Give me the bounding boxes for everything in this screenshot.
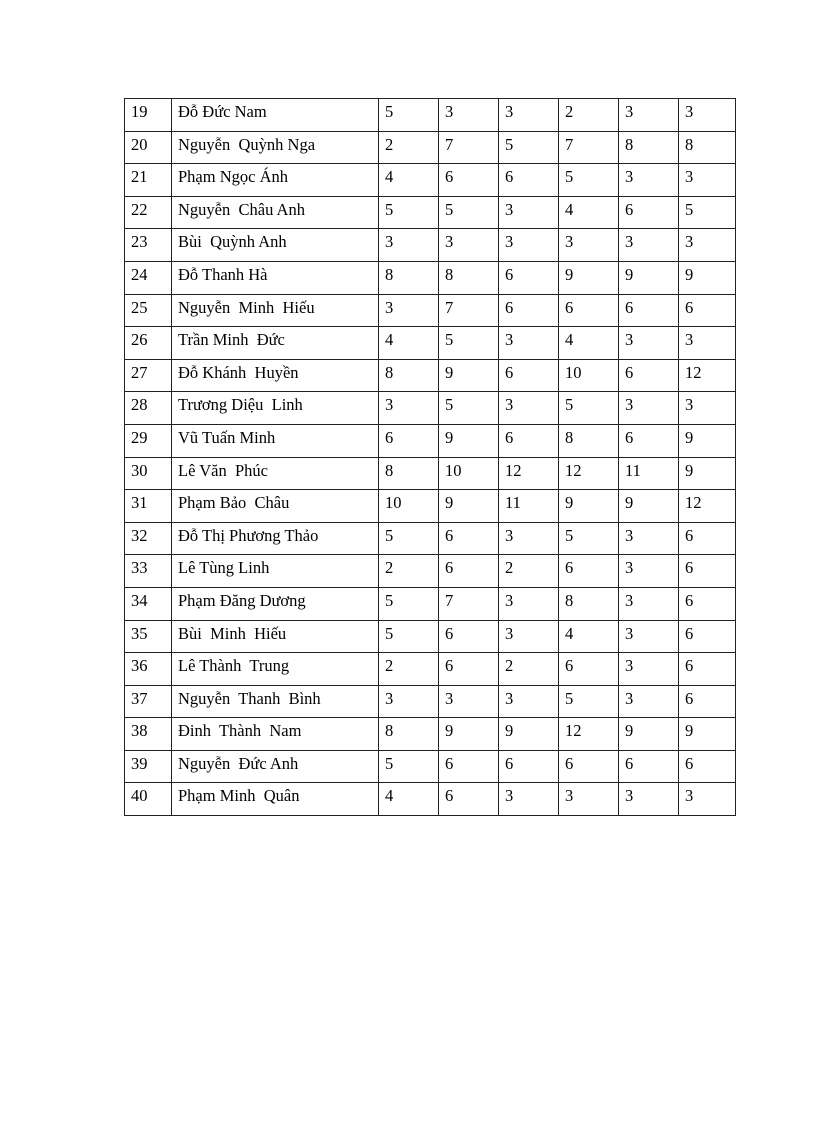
score-cell: 6 xyxy=(499,164,559,197)
score-cell: 6 xyxy=(439,620,499,653)
row-number-cell: 19 xyxy=(125,99,172,132)
row-number-cell: 36 xyxy=(125,653,172,686)
score-cell: 2 xyxy=(559,99,619,132)
score-cell: 7 xyxy=(559,131,619,164)
score-cell: 6 xyxy=(499,424,559,457)
table-row xyxy=(125,653,736,686)
score-cell: 6 xyxy=(559,294,619,327)
student-name-cell: Đỗ Đức Nam xyxy=(172,99,379,132)
row-number-cell: 24 xyxy=(125,261,172,294)
score-cell: 3 xyxy=(619,620,679,653)
score-cell: 3 xyxy=(619,555,679,588)
score-cell: 10 xyxy=(379,490,439,523)
score-table-body xyxy=(125,99,736,816)
row-number-cell: 39 xyxy=(125,750,172,783)
score-cell: 6 xyxy=(679,750,736,783)
student-name-cell: Nguyễn Quỳnh Nga xyxy=(172,131,379,164)
score-cell: 8 xyxy=(379,359,439,392)
score-cell: 9 xyxy=(619,261,679,294)
table-row xyxy=(125,620,736,653)
student-name-cell: Trần Minh Đức xyxy=(172,327,379,360)
row-number-cell: 23 xyxy=(125,229,172,262)
score-cell: 3 xyxy=(499,327,559,360)
score-cell: 12 xyxy=(679,359,736,392)
row-number-cell: 38 xyxy=(125,718,172,751)
score-cell: 2 xyxy=(379,131,439,164)
score-cell: 3 xyxy=(499,783,559,816)
table-row xyxy=(125,131,736,164)
score-cell: 3 xyxy=(559,783,619,816)
score-cell: 9 xyxy=(679,424,736,457)
score-cell: 3 xyxy=(679,164,736,197)
score-cell: 6 xyxy=(439,783,499,816)
row-number-cell: 21 xyxy=(125,164,172,197)
score-cell: 7 xyxy=(439,131,499,164)
score-cell: 6 xyxy=(679,620,736,653)
score-cell: 9 xyxy=(439,718,499,751)
score-cell: 2 xyxy=(379,653,439,686)
score-cell: 5 xyxy=(379,750,439,783)
score-cell: 9 xyxy=(559,490,619,523)
student-name-cell: Nguyễn Thanh Bình xyxy=(172,685,379,718)
score-cell: 2 xyxy=(499,653,559,686)
table-row xyxy=(125,229,736,262)
score-cell: 3 xyxy=(619,327,679,360)
score-cell: 4 xyxy=(559,196,619,229)
student-name-cell: Bùi Quỳnh Anh xyxy=(172,229,379,262)
student-name-cell: Lê Văn Phúc xyxy=(172,457,379,490)
score-cell: 3 xyxy=(619,164,679,197)
score-cell: 6 xyxy=(679,555,736,588)
score-cell: 9 xyxy=(439,424,499,457)
score-cell: 6 xyxy=(559,653,619,686)
score-cell: 6 xyxy=(499,359,559,392)
score-cell: 6 xyxy=(499,261,559,294)
score-cell: 6 xyxy=(619,294,679,327)
student-name-cell: Lê Thành Trung xyxy=(172,653,379,686)
score-cell: 5 xyxy=(379,620,439,653)
score-cell: 5 xyxy=(679,196,736,229)
score-cell: 3 xyxy=(619,229,679,262)
score-cell: 9 xyxy=(679,457,736,490)
score-cell: 9 xyxy=(439,359,499,392)
student-name-cell: Vũ Tuấn Minh xyxy=(172,424,379,457)
score-cell: 6 xyxy=(679,653,736,686)
score-cell: 3 xyxy=(619,392,679,425)
score-cell: 6 xyxy=(679,294,736,327)
score-cell: 3 xyxy=(379,294,439,327)
score-cell: 6 xyxy=(439,164,499,197)
score-cell: 9 xyxy=(619,718,679,751)
student-name-cell: Phạm Ngọc Ánh xyxy=(172,164,379,197)
score-cell: 6 xyxy=(379,424,439,457)
row-number-cell: 22 xyxy=(125,196,172,229)
row-number-cell: 37 xyxy=(125,685,172,718)
score-cell: 3 xyxy=(679,392,736,425)
row-number-cell: 25 xyxy=(125,294,172,327)
score-cell: 10 xyxy=(439,457,499,490)
score-cell: 3 xyxy=(499,392,559,425)
table-row xyxy=(125,261,736,294)
score-cell: 3 xyxy=(379,229,439,262)
score-cell: 6 xyxy=(679,685,736,718)
score-cell: 9 xyxy=(499,718,559,751)
score-cell: 6 xyxy=(619,750,679,783)
student-name-cell: Lê Tùng Linh xyxy=(172,555,379,588)
table-row xyxy=(125,457,736,490)
score-cell: 5 xyxy=(559,164,619,197)
score-cell: 3 xyxy=(379,685,439,718)
table-row xyxy=(125,555,736,588)
score-cell: 3 xyxy=(499,99,559,132)
score-cell: 6 xyxy=(679,522,736,555)
score-cell: 9 xyxy=(439,490,499,523)
score-cell: 10 xyxy=(559,359,619,392)
score-cell: 3 xyxy=(499,196,559,229)
score-cell: 3 xyxy=(619,653,679,686)
score-cell: 6 xyxy=(559,555,619,588)
student-name-cell: Phạm Minh Quân xyxy=(172,783,379,816)
table-row xyxy=(125,99,736,132)
row-number-cell: 29 xyxy=(125,424,172,457)
score-cell: 8 xyxy=(559,424,619,457)
score-cell: 6 xyxy=(619,196,679,229)
score-cell: 3 xyxy=(499,620,559,653)
row-number-cell: 32 xyxy=(125,522,172,555)
student-name-cell: Bùi Minh Hiếu xyxy=(172,620,379,653)
score-cell: 6 xyxy=(559,750,619,783)
score-cell: 8 xyxy=(679,131,736,164)
score-cell: 12 xyxy=(559,718,619,751)
score-cell: 11 xyxy=(499,490,559,523)
score-cell: 4 xyxy=(559,327,619,360)
score-cell: 6 xyxy=(499,294,559,327)
student-name-cell: Nguyễn Minh Hiếu xyxy=(172,294,379,327)
student-name-cell: Phạm Bảo Châu xyxy=(172,490,379,523)
score-cell: 3 xyxy=(499,685,559,718)
score-cell: 3 xyxy=(679,783,736,816)
score-cell: 5 xyxy=(439,196,499,229)
table-row xyxy=(125,327,736,360)
score-cell: 3 xyxy=(439,99,499,132)
row-number-cell: 20 xyxy=(125,131,172,164)
score-cell: 3 xyxy=(439,229,499,262)
score-cell: 3 xyxy=(619,99,679,132)
score-cell: 6 xyxy=(499,750,559,783)
score-cell: 3 xyxy=(619,783,679,816)
score-table xyxy=(124,98,736,816)
student-name-cell: Đỗ Thị Phương Thảo xyxy=(172,522,379,555)
score-cell: 8 xyxy=(379,261,439,294)
score-cell: 3 xyxy=(439,685,499,718)
row-number-cell: 27 xyxy=(125,359,172,392)
score-cell: 6 xyxy=(439,555,499,588)
score-cell: 9 xyxy=(619,490,679,523)
score-cell: 7 xyxy=(439,587,499,620)
score-cell: 6 xyxy=(439,653,499,686)
score-cell: 3 xyxy=(619,587,679,620)
score-cell: 3 xyxy=(619,685,679,718)
score-cell: 5 xyxy=(379,587,439,620)
table-row xyxy=(125,164,736,197)
score-cell: 6 xyxy=(439,750,499,783)
score-cell: 3 xyxy=(379,392,439,425)
student-name-cell: Trương Diệu Linh xyxy=(172,392,379,425)
table-row xyxy=(125,196,736,229)
score-cell: 3 xyxy=(499,229,559,262)
row-number-cell: 34 xyxy=(125,587,172,620)
student-name-cell: Đinh Thành Nam xyxy=(172,718,379,751)
table-row xyxy=(125,685,736,718)
table-row xyxy=(125,522,736,555)
score-cell: 3 xyxy=(619,522,679,555)
row-number-cell: 33 xyxy=(125,555,172,588)
score-cell: 3 xyxy=(679,327,736,360)
table-row xyxy=(125,392,736,425)
row-number-cell: 26 xyxy=(125,327,172,360)
score-cell: 7 xyxy=(439,294,499,327)
table-row xyxy=(125,750,736,783)
score-cell: 9 xyxy=(559,261,619,294)
row-number-cell: 31 xyxy=(125,490,172,523)
score-cell: 8 xyxy=(619,131,679,164)
score-cell: 4 xyxy=(379,783,439,816)
score-cell: 4 xyxy=(379,164,439,197)
score-cell: 8 xyxy=(559,587,619,620)
row-number-cell: 35 xyxy=(125,620,172,653)
row-number-cell: 28 xyxy=(125,392,172,425)
table-row xyxy=(125,359,736,392)
score-cell: 4 xyxy=(559,620,619,653)
score-cell: 9 xyxy=(679,261,736,294)
student-name-cell: Đỗ Thanh Hà xyxy=(172,261,379,294)
table-row xyxy=(125,718,736,751)
score-cell: 9 xyxy=(679,718,736,751)
score-cell: 2 xyxy=(499,555,559,588)
table-row xyxy=(125,490,736,523)
score-cell: 6 xyxy=(619,359,679,392)
student-name-cell: Nguyễn Châu Anh xyxy=(172,196,379,229)
score-cell: 3 xyxy=(679,229,736,262)
score-cell: 2 xyxy=(379,555,439,588)
score-cell: 5 xyxy=(499,131,559,164)
score-cell: 5 xyxy=(379,99,439,132)
score-cell: 5 xyxy=(559,522,619,555)
score-cell: 6 xyxy=(679,587,736,620)
student-name-cell: Nguyễn Đức Anh xyxy=(172,750,379,783)
table-row xyxy=(125,294,736,327)
score-cell: 8 xyxy=(379,718,439,751)
row-number-cell: 40 xyxy=(125,783,172,816)
score-cell: 5 xyxy=(379,522,439,555)
score-cell: 3 xyxy=(679,99,736,132)
score-cell: 6 xyxy=(439,522,499,555)
score-cell: 5 xyxy=(559,392,619,425)
student-name-cell: Đỗ Khánh Huyền xyxy=(172,359,379,392)
table-row xyxy=(125,587,736,620)
score-cell: 4 xyxy=(379,327,439,360)
score-cell: 12 xyxy=(559,457,619,490)
row-number-cell: 30 xyxy=(125,457,172,490)
score-cell: 5 xyxy=(439,327,499,360)
score-cell: 5 xyxy=(379,196,439,229)
score-cell: 12 xyxy=(679,490,736,523)
table-row xyxy=(125,424,736,457)
score-cell: 3 xyxy=(499,522,559,555)
score-cell: 3 xyxy=(499,587,559,620)
score-cell: 8 xyxy=(379,457,439,490)
score-cell: 11 xyxy=(619,457,679,490)
score-cell: 5 xyxy=(559,685,619,718)
score-cell: 3 xyxy=(559,229,619,262)
score-cell: 6 xyxy=(619,424,679,457)
student-name-cell: Phạm Đăng Dương xyxy=(172,587,379,620)
score-cell: 12 xyxy=(499,457,559,490)
table-row xyxy=(125,783,736,816)
score-cell: 5 xyxy=(439,392,499,425)
score-cell: 8 xyxy=(439,261,499,294)
